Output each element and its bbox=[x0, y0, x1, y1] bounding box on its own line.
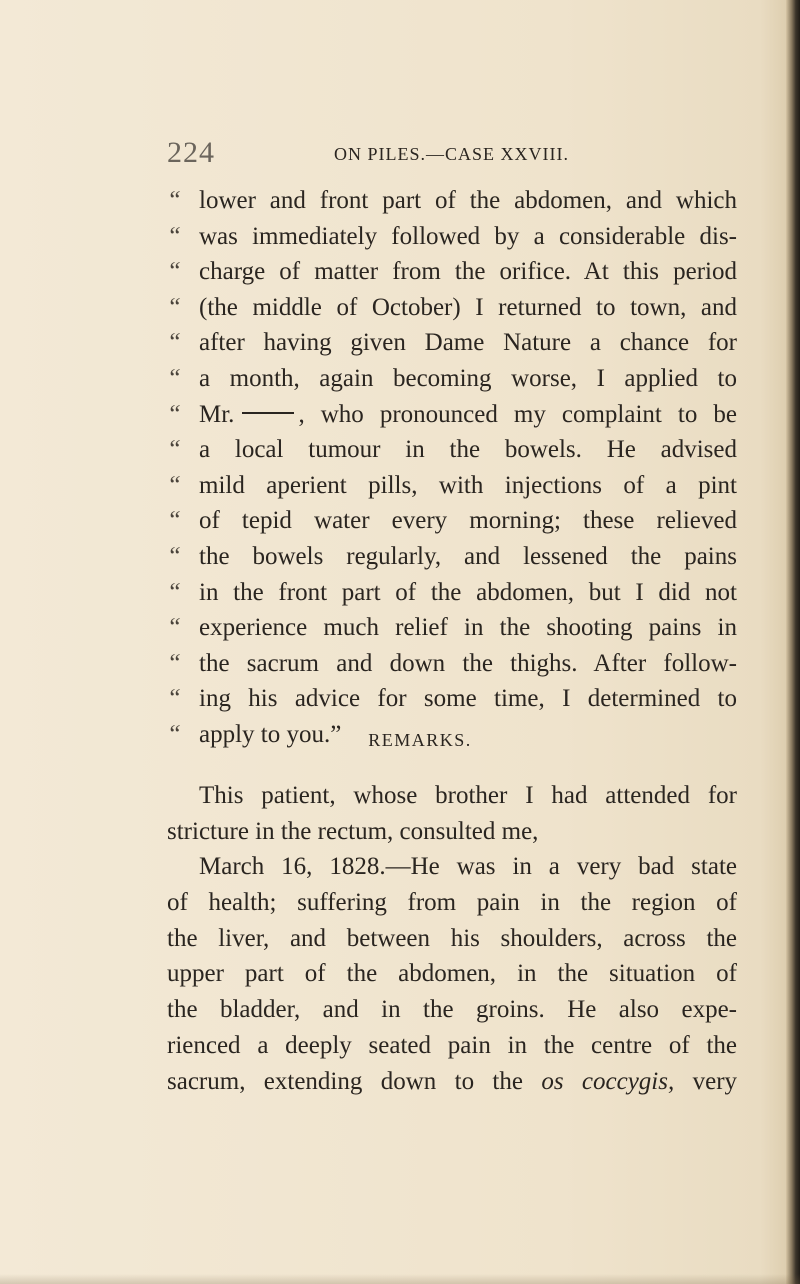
quote-mark: “ bbox=[167, 614, 181, 642]
text-line: the bladder, and in the groins. He also expe- bbox=[167, 996, 737, 1024]
running-title: ON PILES.—CASE XXVIII. bbox=[334, 144, 569, 164]
quote-mark: “ bbox=[167, 364, 181, 392]
text-line: of health; suffering from pain in the region of bbox=[167, 889, 737, 917]
text-line: “ charge of matter from the orifice. At this period bbox=[167, 254, 737, 290]
text-line: “ (the middle of October) I returned to town, and bbox=[167, 290, 737, 326]
text-line: “ the sacrum and down the thighs. After follow- bbox=[167, 646, 737, 682]
page-shadow bbox=[0, 1274, 800, 1284]
running-head bbox=[167, 136, 757, 176]
text-line: “ lower and front part of the abdomen, and which bbox=[167, 183, 737, 219]
text-line: “ of tepid water every morning; these relieved bbox=[167, 503, 737, 539]
text-line: rienced a deeply seated pain in the centre of the bbox=[167, 1031, 737, 1059]
text-line: “ a month, again becoming worse, I applied to bbox=[167, 361, 737, 397]
text-line: “ was immediately followed by a considerable dis- bbox=[167, 219, 737, 255]
quote-mark: “ bbox=[167, 507, 181, 535]
quote-mark: “ bbox=[167, 258, 181, 286]
text-line: March 16, 1828.—He was in a very bad state bbox=[199, 853, 737, 881]
text-line: “ apply to you.” bbox=[167, 717, 737, 753]
text-line: This patient, whose brother I had attended for bbox=[199, 782, 737, 809]
quote-mark: “ bbox=[167, 578, 181, 606]
quote-mark: “ bbox=[167, 685, 181, 713]
quote-mark: “ bbox=[167, 436, 181, 464]
text-line: “ after having given Dame Nature a chance for bbox=[167, 325, 737, 361]
quote-mark: “ bbox=[167, 400, 181, 428]
text-line: “ the bowels regularly, and lessened the pains bbox=[167, 539, 737, 575]
quote-mark: “ bbox=[167, 649, 181, 677]
name-dash bbox=[242, 412, 294, 414]
text-line: “ mild aperient pills, with injections of a pint bbox=[167, 468, 737, 504]
remarks-body bbox=[167, 778, 737, 1099]
section-heading: REMARKS. bbox=[368, 730, 472, 750]
text-line: the liver, and between his shoulders, across the bbox=[167, 924, 737, 952]
page-number: 224 bbox=[167, 136, 215, 169]
text-line: “ in the front part of the abdomen, but I did not bbox=[167, 575, 737, 611]
quote-mark: “ bbox=[167, 293, 181, 321]
text-line: “ experience much relief in the shooting pains in bbox=[167, 610, 737, 646]
quote-mark: “ bbox=[167, 222, 181, 250]
text-line: sacrum, extending down to the os coccygis, very bbox=[167, 1067, 738, 1095]
text-line: “ Mr. , who pronounced my complaint to be bbox=[167, 397, 737, 433]
text-line: upper part of the abdomen, in the situation of bbox=[167, 960, 737, 988]
text-line: “ ing his advice for some time, I determined to bbox=[167, 681, 737, 717]
quote-mark: “ bbox=[167, 187, 181, 214]
quote-mark: “ bbox=[167, 329, 181, 357]
quote-mark: “ bbox=[167, 471, 181, 499]
latin-term: os coccygis, bbox=[541, 1067, 675, 1095]
text-line: stricture in the rectum, consulted me, bbox=[167, 817, 539, 845]
page-edge bbox=[786, 0, 800, 1284]
quote-mark: “ bbox=[167, 720, 181, 748]
text-line: “ a local tumour in the bowels. He advised bbox=[167, 432, 737, 468]
quote-mark: “ bbox=[167, 542, 181, 570]
quoted-letter bbox=[167, 183, 737, 753]
